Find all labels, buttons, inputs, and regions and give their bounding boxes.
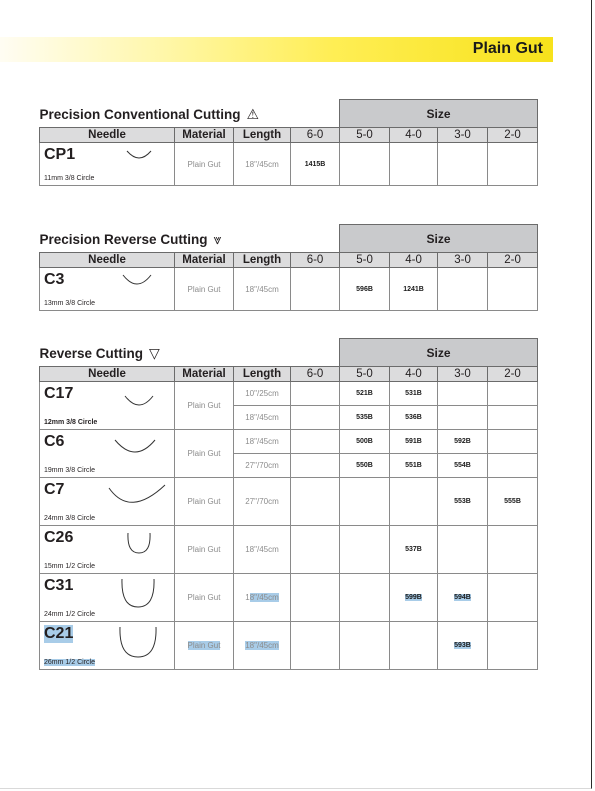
- needle-curve-icon: [124, 394, 154, 408]
- highlighted-code: 599B: [405, 594, 422, 601]
- length-cell: [234, 622, 291, 670]
- needle-curve-icon: [126, 532, 152, 554]
- length-cell: 18"/45cm: [234, 526, 291, 574]
- needle-curve-icon: [126, 149, 152, 161]
- needle-description: 13mm 3/8 Circle: [44, 300, 95, 307]
- product-code: [390, 143, 438, 186]
- product-code: [488, 268, 538, 311]
- needle-curve-icon: [108, 484, 166, 508]
- product-code: 535B: [340, 406, 390, 430]
- product-code: [291, 526, 340, 574]
- length-cell: 27"/70cm: [234, 454, 291, 478]
- highlighted-material: Plain Gut: [187, 641, 221, 650]
- cutting-symbol-icon: ▽: [149, 345, 160, 361]
- needle-name: C7: [44, 481, 65, 498]
- product-code: [488, 622, 538, 670]
- highlighted-length: 18"/45cm: [245, 641, 279, 650]
- product-code: 550B: [340, 454, 390, 478]
- product-code: [488, 143, 538, 186]
- material-cell: Plain Gut: [175, 268, 234, 311]
- product-code: [291, 574, 340, 622]
- product-code: 536B: [390, 406, 438, 430]
- needle-description: 26mm 1/2 Circle: [44, 659, 95, 666]
- needle-cell: [40, 574, 175, 622]
- col-length: Length: [234, 128, 291, 143]
- table-row: [40, 382, 538, 406]
- product-code: 537B: [390, 526, 438, 574]
- needle-description: 24mm 1/2 Circle: [44, 611, 95, 618]
- product-code: [291, 454, 340, 478]
- material-cell: Plain Gut: [175, 574, 234, 622]
- col-length: Length: [234, 253, 291, 268]
- col-size: 2-0: [488, 367, 538, 382]
- product-code: [438, 143, 488, 186]
- needle-description: 12mm 3/8 Circle: [44, 419, 98, 426]
- product-code: [340, 526, 390, 574]
- product-code: [340, 574, 390, 622]
- col-size: 6-0: [291, 367, 340, 382]
- needle-name: C21: [44, 625, 74, 642]
- product-code: [340, 622, 390, 670]
- cutting-symbol-icon: ⩔: [213, 231, 222, 247]
- section-precision-conventional-cutting: [39, 99, 537, 186]
- highlighted-code: 594B: [454, 594, 471, 601]
- col-size: 2-0: [488, 253, 538, 268]
- header-banner: [0, 37, 553, 62]
- length-cell: 18"/45cm: [234, 268, 291, 311]
- section-title: Precision Conventional Cutting ⚠: [40, 100, 340, 128]
- product-code: 521B: [340, 382, 390, 406]
- material-cell: Plain Gut: [175, 526, 234, 574]
- col-size: 4-0: [390, 128, 438, 143]
- needle-description: 24mm 3/8 Circle: [44, 515, 95, 522]
- col-size: 5-0: [340, 367, 390, 382]
- size-header: Size: [340, 100, 538, 128]
- col-material: Material: [175, 253, 234, 268]
- needle-name: C3: [44, 271, 65, 288]
- product-code: [488, 382, 538, 406]
- table-row: [40, 526, 538, 574]
- product-code: [291, 430, 340, 454]
- needle-name: C6: [44, 433, 65, 450]
- table-row: [40, 574, 538, 622]
- product-table: [39, 338, 538, 670]
- product-code: [438, 406, 488, 430]
- product-code: 554B: [438, 454, 488, 478]
- length-cell: 18"/45cm: [234, 430, 291, 454]
- col-size: 3-0: [438, 367, 488, 382]
- product-code: 531B: [390, 382, 438, 406]
- product-code: [390, 622, 438, 670]
- product-code: [291, 382, 340, 406]
- table-row: [40, 478, 538, 526]
- needle-description: 19mm 3/8 Circle: [44, 467, 95, 474]
- col-needle: Needle: [40, 128, 175, 143]
- product-code: 1415B: [291, 143, 340, 186]
- needle-cell: [40, 430, 175, 478]
- product-code: [438, 526, 488, 574]
- col-length: Length: [234, 367, 291, 382]
- product-table: [39, 99, 538, 186]
- col-size: 5-0: [340, 128, 390, 143]
- table-row: [40, 430, 538, 454]
- table-row: [40, 268, 538, 311]
- section-title: Precision Reverse Cutting ⩔: [40, 225, 340, 253]
- product-code: [438, 382, 488, 406]
- product-code: 591B: [390, 430, 438, 454]
- product-code: [438, 622, 488, 670]
- material-cell: Plain Gut: [175, 382, 234, 430]
- highlighted-code: 593B: [454, 642, 471, 649]
- product-code: [291, 268, 340, 311]
- size-header: Size: [340, 339, 538, 367]
- product-code: [488, 406, 538, 430]
- col-size: 5-0: [340, 253, 390, 268]
- length-cell: 10"/25cm: [234, 382, 291, 406]
- needle-curve-icon: [114, 438, 156, 456]
- material-cell: Plain Gut: [175, 430, 234, 478]
- needle-cell: [40, 268, 175, 311]
- col-size: 6-0: [291, 128, 340, 143]
- product-code: [390, 478, 438, 526]
- product-code: [390, 574, 438, 622]
- needle-cell: [40, 143, 175, 186]
- product-code: 592B: [438, 430, 488, 454]
- product-code: 500B: [340, 430, 390, 454]
- needle-curve-icon: [118, 626, 158, 658]
- product-code: [291, 478, 340, 526]
- length-cell: 18"/45cm: [234, 143, 291, 186]
- col-needle: Needle: [40, 367, 175, 382]
- needle-name: C31: [44, 577, 74, 594]
- product-code: [488, 430, 538, 454]
- material-cell: [175, 622, 234, 670]
- product-table: [39, 224, 538, 311]
- section-title: Reverse Cutting ▽: [40, 339, 340, 367]
- col-material: Material: [175, 367, 234, 382]
- material-cell: Plain Gut: [175, 478, 234, 526]
- table-row: [40, 143, 538, 186]
- needle-cell: [40, 622, 175, 670]
- product-code: [340, 143, 390, 186]
- col-size: 2-0: [488, 128, 538, 143]
- col-material: Material: [175, 128, 234, 143]
- length-cell: 27"/70cm: [234, 478, 291, 526]
- product-code: [291, 622, 340, 670]
- col-size: 4-0: [390, 253, 438, 268]
- product-code: [438, 268, 488, 311]
- needle-curve-icon: [122, 273, 152, 287]
- product-code: [488, 454, 538, 478]
- needle-name: C26: [44, 529, 74, 546]
- product-code: [291, 406, 340, 430]
- product-code: 553B: [438, 478, 488, 526]
- product-code: [488, 526, 538, 574]
- product-code: [340, 478, 390, 526]
- needle-name: C17: [44, 385, 74, 402]
- col-size: 3-0: [438, 253, 488, 268]
- product-code: [438, 574, 488, 622]
- product-code: 1241B: [390, 268, 438, 311]
- highlighted-length: 8"/45cm: [249, 593, 279, 602]
- needle-description: 15mm 1/2 Circle: [44, 563, 95, 570]
- product-code: 596B: [340, 268, 390, 311]
- needle-cell: [40, 382, 175, 430]
- col-size: 4-0: [390, 367, 438, 382]
- banner-title: Plain Gut: [472, 40, 543, 57]
- col-needle: Needle: [40, 253, 175, 268]
- col-size: 6-0: [291, 253, 340, 268]
- section-precision-reverse-cutting: [39, 224, 537, 311]
- needle-curve-icon: [120, 578, 156, 608]
- size-header: Size: [340, 225, 538, 253]
- section-reverse-cutting: [39, 338, 537, 670]
- needle-description: 11mm 3/8 Circle: [44, 175, 95, 182]
- col-size: 3-0: [438, 128, 488, 143]
- product-code: [488, 574, 538, 622]
- material-cell: Plain Gut: [175, 143, 234, 186]
- needle-cell: [40, 526, 175, 574]
- length-cell: 18"/45cm: [234, 574, 291, 622]
- cutting-symbol-icon: ⚠: [246, 106, 260, 122]
- needle-name: CP1: [44, 146, 76, 163]
- product-code: 555B: [488, 478, 538, 526]
- product-code: 551B: [390, 454, 438, 478]
- length-cell: 18"/45cm: [234, 406, 291, 430]
- table-row: [40, 622, 538, 670]
- needle-cell: [40, 478, 175, 526]
